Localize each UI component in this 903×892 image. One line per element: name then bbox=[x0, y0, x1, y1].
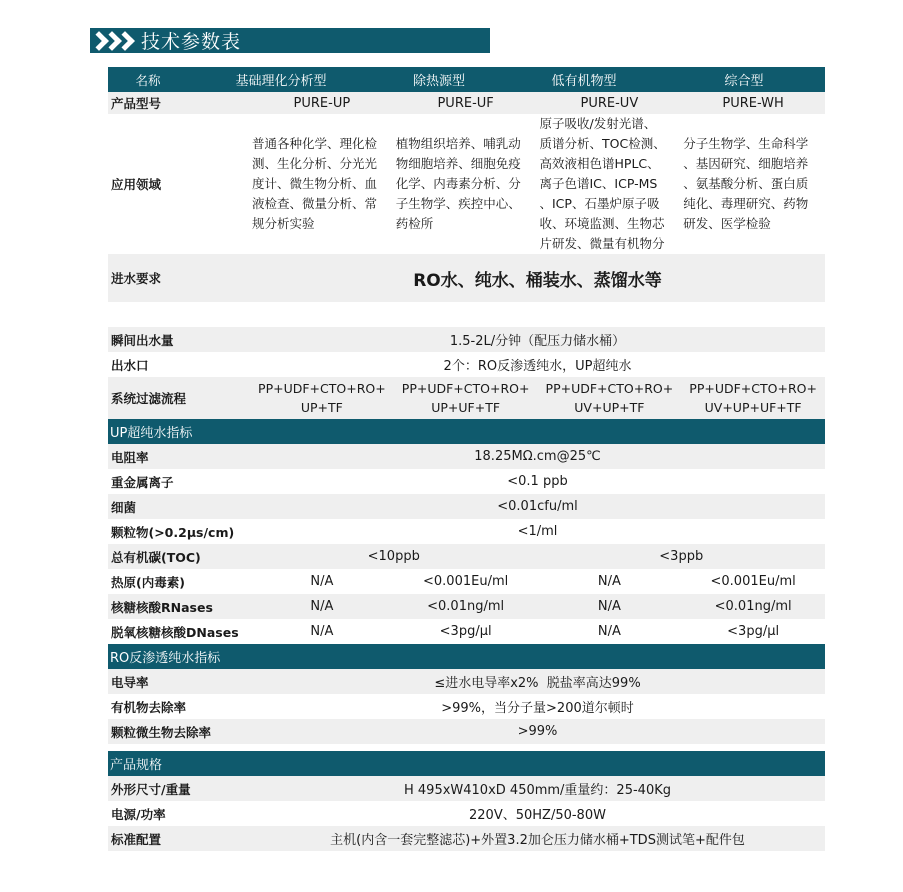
cell: <0.001Eu/ml bbox=[423, 574, 509, 589]
row-label: 进水要求 bbox=[111, 271, 162, 286]
cell: RO水、纯水、桶装水、蒸馏水等 bbox=[413, 270, 662, 291]
row-conductivity bbox=[108, 669, 825, 694]
row-filter bbox=[108, 377, 825, 419]
cell: N/A bbox=[310, 574, 334, 589]
row-microbe bbox=[108, 719, 825, 744]
section-product: 产品规格 bbox=[108, 751, 825, 776]
row-label: 标准配置 bbox=[111, 831, 162, 847]
cell: 原子吸收/发射光谱、 质谱分析、TOC检测、 高效液相色谱HPLC、 离子色谱IC、ICP-MS 、ICP、石墨炉原子吸 收、环境监测、生物芯 片研发、微量有机物分 bbox=[539, 116, 666, 251]
cell: <0.01ng/ml bbox=[714, 599, 792, 614]
cell: PURE-UP bbox=[293, 95, 351, 111]
cell: PP+UDF+CTO+RO+ UV+UP+TF bbox=[545, 381, 674, 415]
row-inlet bbox=[108, 254, 825, 302]
row-toc bbox=[108, 544, 825, 569]
cell: <1/ml bbox=[517, 524, 558, 539]
row-pyrogen bbox=[108, 569, 825, 594]
row-metal bbox=[108, 469, 825, 494]
row-label: 热原(内毒素) bbox=[111, 574, 185, 590]
cell: 1.5-2L/分钟（配压力储水桶） bbox=[449, 334, 626, 349]
row-model bbox=[108, 92, 825, 114]
cell: 植物组织培养、哺乳动 物细胞培养、细胞免疫 化学、内毒素分析、分 子生物学、疾控中心、 药检所 bbox=[395, 136, 521, 231]
row-size bbox=[108, 776, 825, 801]
cell: PP+UDF+CTO+RO+ UV+UP+UF+TF bbox=[689, 381, 817, 415]
header-model-2: 除热源型 bbox=[412, 74, 465, 89]
cell: <3ppb bbox=[659, 549, 704, 564]
row-flow bbox=[108, 327, 825, 352]
cell: >99% bbox=[517, 724, 558, 739]
row-label: 颗粒物(>0.2μs/cm) bbox=[111, 524, 235, 540]
cell: ≤进水电导率x2% 脱盐率高达99% bbox=[434, 676, 641, 691]
header-model-3: 低有机物型 bbox=[551, 74, 617, 89]
chevron-right-icon bbox=[92, 34, 131, 48]
row-label: 总有机碳(TOC) bbox=[111, 549, 201, 565]
row-label: 应用领域 bbox=[111, 177, 162, 192]
cell: 分子生物学、生命科学 、基因研究、细胞培养 、氨基酸分析、蛋白质 纯化、毒理研究、药物 研发、医学检验 bbox=[683, 136, 809, 231]
row-power bbox=[108, 801, 825, 826]
table-header bbox=[108, 67, 825, 92]
row-label: 脱氧核糖核酸DNases bbox=[111, 624, 239, 640]
cell: H 495xW410xD 450mm/重量约：25-40Kg bbox=[404, 783, 671, 798]
cell: PURE-UF bbox=[437, 95, 494, 111]
header-model-4: 综合型 bbox=[724, 74, 764, 89]
cell: <10ppb bbox=[367, 549, 420, 564]
cell: 主机(内含一套完整滤芯)+外置3.2加仑压力储水桶+TDS测试笔+配件包 bbox=[330, 833, 745, 848]
section-ro: RO反渗透纯水指标 bbox=[108, 644, 825, 669]
cell: N/A bbox=[310, 624, 334, 639]
cell: <0.01ng/ml bbox=[427, 599, 505, 614]
row-label: 产品型号 bbox=[111, 96, 162, 111]
cell: 220V、50HZ/50-80W bbox=[469, 808, 606, 823]
row-label: 电导率 bbox=[111, 674, 149, 690]
cell: N/A bbox=[597, 624, 621, 639]
row-organic bbox=[108, 694, 825, 719]
row-config bbox=[108, 826, 825, 851]
row-label: 出水口 bbox=[111, 357, 149, 373]
row-label: 重金属离子 bbox=[111, 474, 174, 490]
row-label: 颗粒微生物去除率 bbox=[111, 724, 212, 740]
row-spacer bbox=[108, 302, 825, 327]
spec-table bbox=[108, 67, 825, 851]
row-label: 核糖核酸RNases bbox=[111, 599, 213, 615]
cell: PURE-WH bbox=[722, 95, 784, 111]
row-dnase bbox=[108, 619, 825, 644]
cell: <3pg/μl bbox=[727, 624, 780, 639]
cell: N/A bbox=[597, 574, 621, 589]
row-label: 有机物去除率 bbox=[111, 699, 187, 715]
title-bar bbox=[90, 28, 490, 53]
section-up: UP超纯水指标 bbox=[108, 419, 825, 444]
row-label: 系统过滤流程 bbox=[111, 391, 187, 406]
cell: PURE-UV bbox=[580, 95, 639, 111]
cell: <0.01cfu/ml bbox=[497, 499, 578, 514]
cell: 2个：RO反渗透纯水，UP超纯水 bbox=[443, 359, 632, 374]
cell: <3pg/μl bbox=[439, 624, 492, 639]
row-label: 细菌 bbox=[111, 499, 137, 515]
row-application bbox=[108, 114, 825, 254]
row-label: 电源/功率 bbox=[111, 806, 166, 822]
cell: >99%，当分子量>200道尔顿时 bbox=[441, 701, 634, 716]
page-title: 技术参数表 bbox=[141, 31, 242, 53]
cell: 普通各种化学、理化检 测、生化分析、分光光 度计、微生物分析、血 液检查、微量分析、常 规分析实验 bbox=[252, 136, 378, 231]
cell: N/A bbox=[597, 599, 621, 614]
row-label: 电阻率 bbox=[111, 449, 149, 465]
row-resistivity bbox=[108, 444, 825, 469]
row-label: 外形尺寸/重量 bbox=[111, 781, 191, 797]
cell: N/A bbox=[310, 599, 334, 614]
header-name: 名称 bbox=[135, 72, 161, 88]
cell: 18.25MΩ.cm@25℃ bbox=[474, 449, 601, 464]
cell: <0.1 ppb bbox=[507, 474, 568, 489]
row-particle bbox=[108, 519, 825, 544]
cell: PP+UDF+CTO+RO+ UP+TF bbox=[258, 381, 386, 415]
header-model-1: 基础理化分析型 bbox=[235, 74, 327, 89]
row-rnase bbox=[108, 594, 825, 619]
cell: PP+UDF+CTO+RO+ UP+UF+TF bbox=[401, 381, 530, 415]
row-label: 瞬间出水量 bbox=[111, 332, 174, 348]
row-bacteria bbox=[108, 494, 825, 519]
cell: <0.001Eu/ml bbox=[710, 574, 796, 589]
row-outlet bbox=[108, 352, 825, 377]
